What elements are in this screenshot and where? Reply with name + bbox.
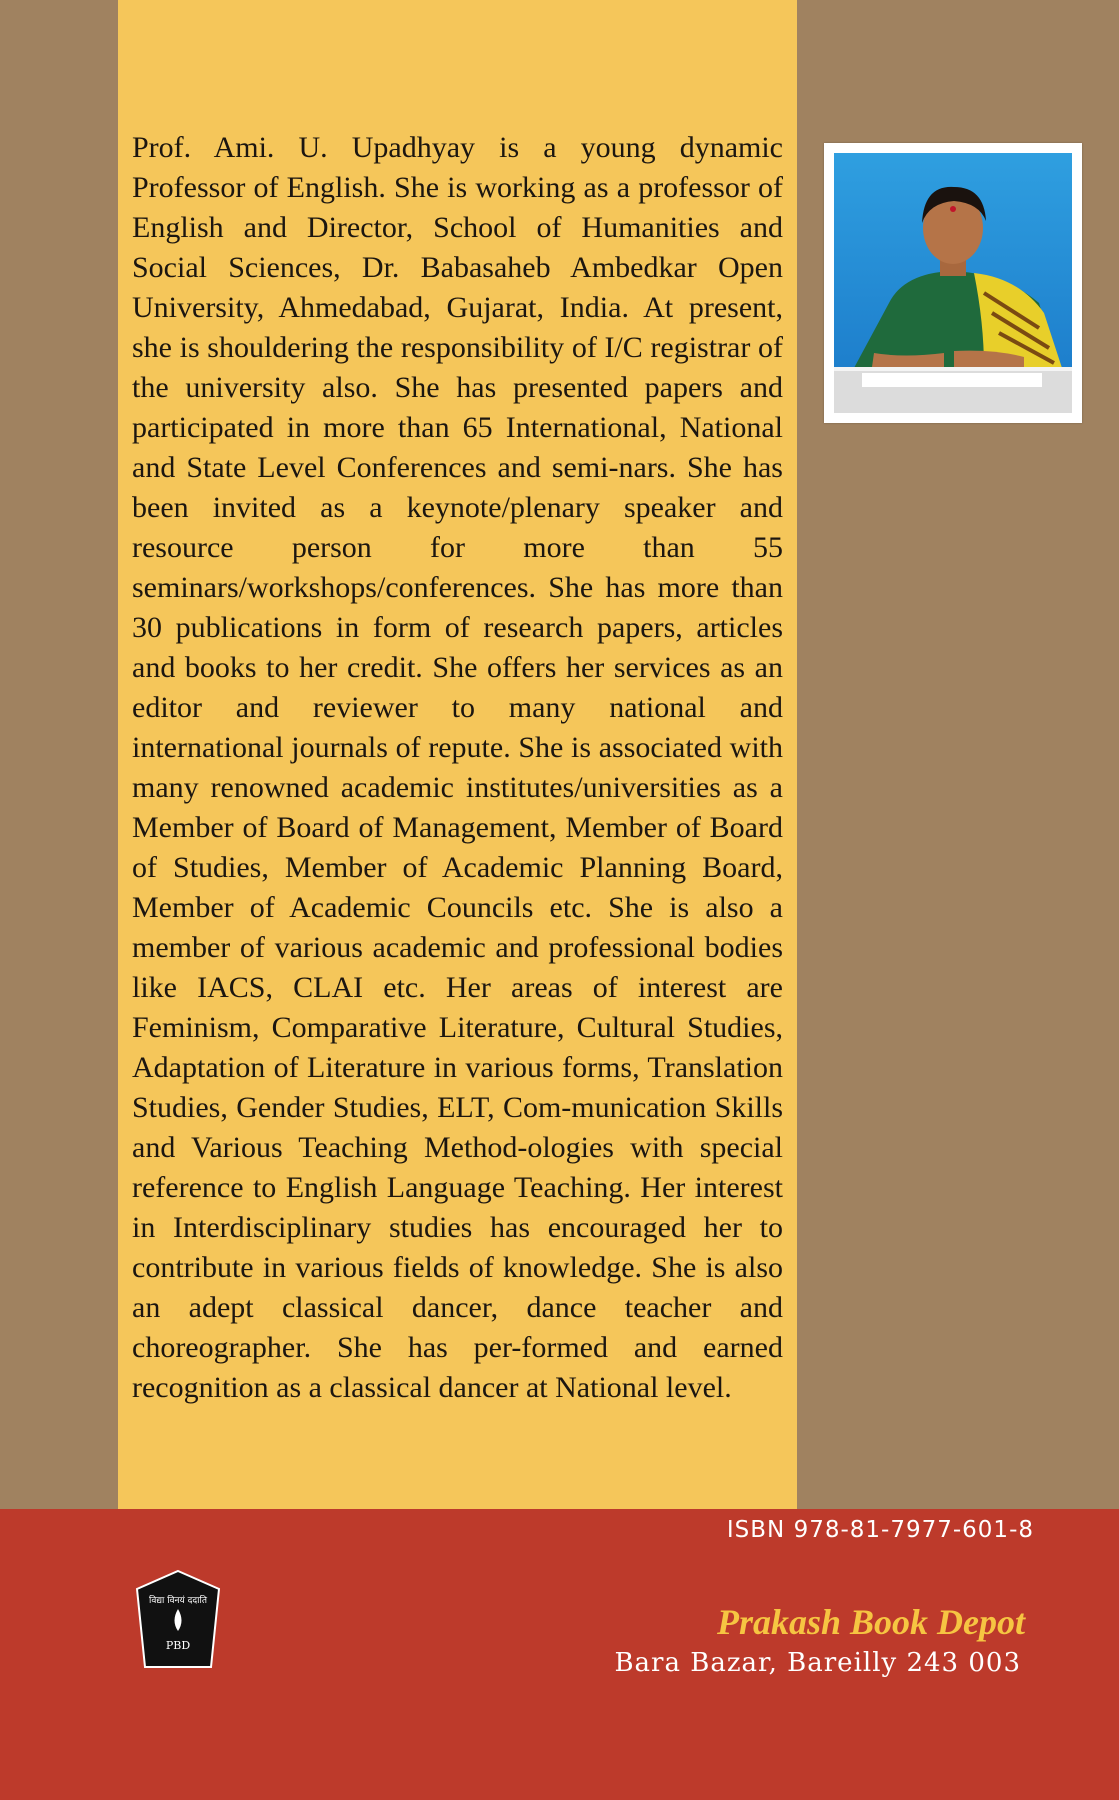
author-portrait-image <box>834 153 1072 413</box>
logo-initials: PBD <box>165 1639 191 1652</box>
author-biography: Prof. Ami. U. Upadhyay is a young dynamic Professor of English. She is working as a professor of English and Director, School of Humanities and Social Sciences, Dr. Babasaheb Ambedkar Open University, Ahmedabad, Gujarat, India. At present, she is shouldering the responsibility of I/C registrar of the university also. She has presented papers and participated in more than 65 International, National and State Level Conferences and semi-nars. She has been invited as a keynote/plenary speaker and resource person for more than 55 seminars/workshops/conferences. She has more than 30 publications in form of research papers, articles and books to her credit. She offers her services as an editor and reviewer to many national and international journals of repute. She is associated with many renowned academic institutes/universities as a Member of Board of Management, Member of Board of Studies, Member of Academic Planning Board, Member of Academic Councils etc. She is also a member of various academic and professional bodies like IACS, CLAI etc. Her areas of interest are Feminism, Comparative Literature, Cultural Studies, Adaptation of Literature in various forms, Translation Studies, Gender Studies, ELT, Com-munication Skills and Various Teaching Method-ologies with special reference to English Language Teaching. Her interest in Interdisciplinary studies has encouraged her to contribute in various fields of knowledge. She is also an adept classical dancer, dance teacher and choreographer. She has per-formed and earned recognition as a classical dancer at National level. <box>132 131 783 1404</box>
publisher-address: Bara Bazar, Bareilly 243 003 <box>614 1648 1021 1678</box>
author-photo <box>824 143 1082 423</box>
publisher-logo <box>133 1569 223 1673</box>
isbn-number: ISBN 978-81-7977-601-8 <box>726 1517 1034 1543</box>
logo-motto: विद्या विनयं ददाति <box>149 1596 207 1606</box>
publisher-name: Prakash Book Depot <box>716 1602 1025 1642</box>
